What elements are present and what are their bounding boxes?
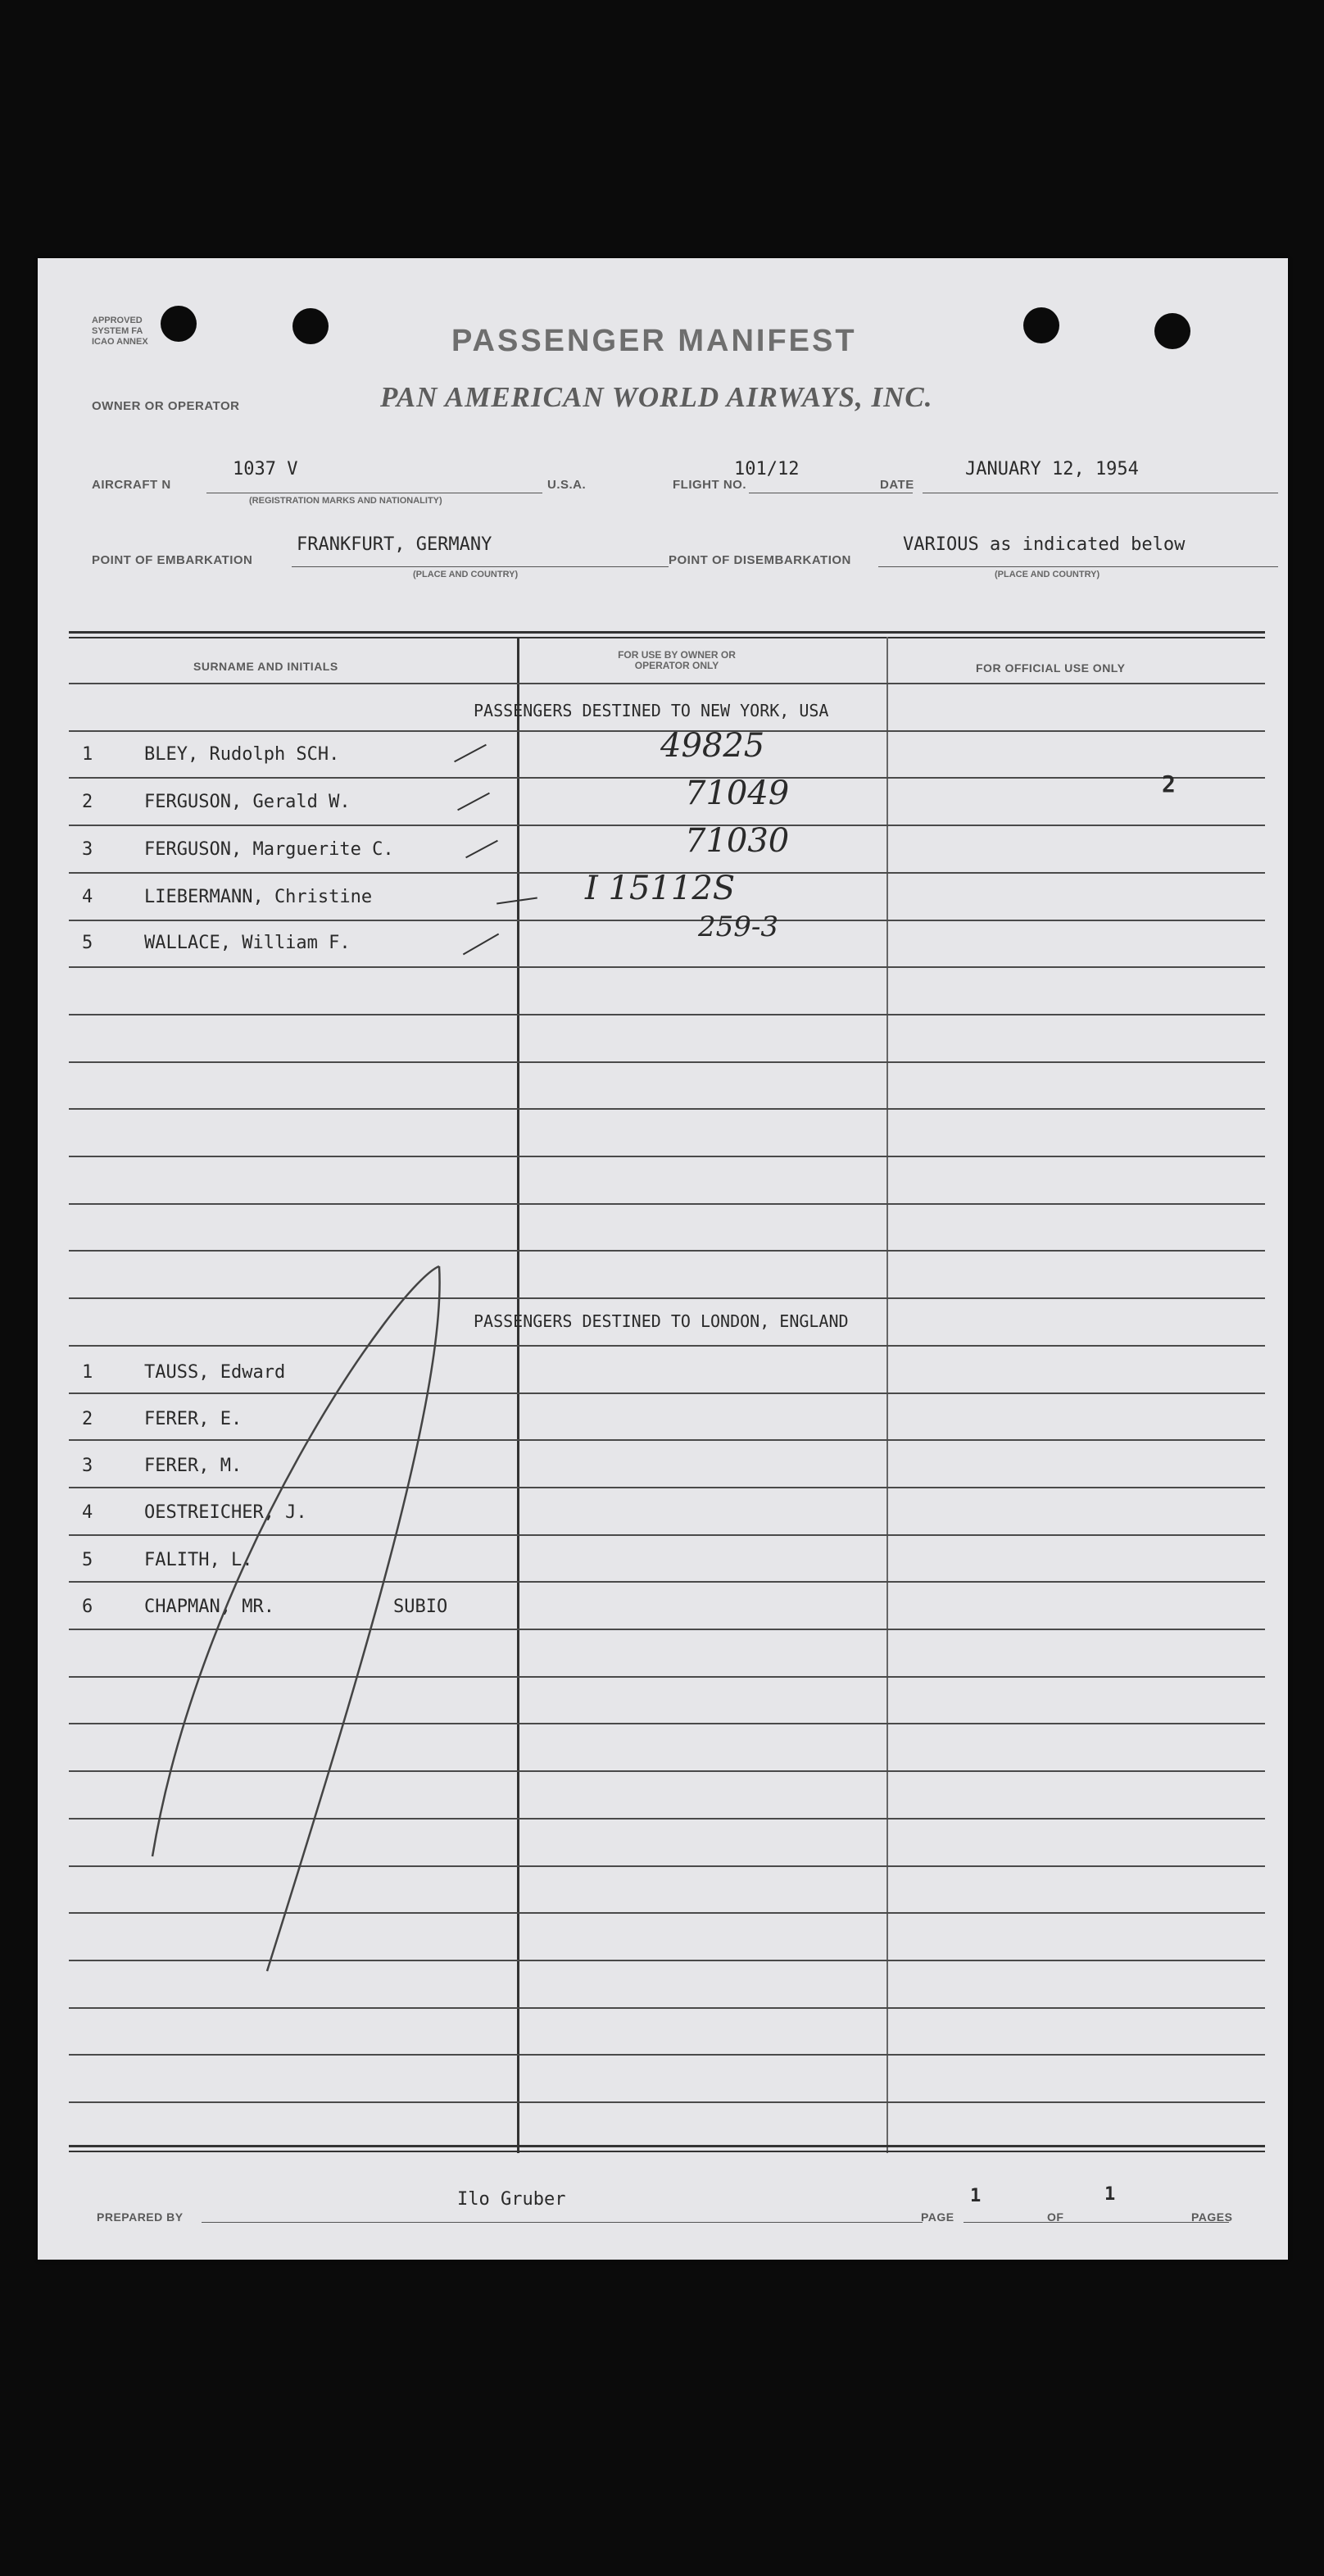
disembark-value: VARIOUS as indicated below (903, 534, 1186, 555)
row-rule (69, 1061, 1265, 1063)
owner-label: OWNER OR OPERATOR (92, 399, 240, 413)
check-mark (457, 793, 490, 811)
row-rule (69, 920, 1265, 921)
operator-code: 259-3 (698, 911, 779, 943)
punch-hole (161, 306, 197, 342)
row-number: 6 (82, 1597, 93, 1617)
row-number: 2 (82, 1409, 93, 1429)
passenger-name: CHAPMAN, MR. (144, 1597, 274, 1617)
approved-line: SYSTEM FA (92, 326, 143, 336)
date-label: DATE (880, 478, 914, 492)
approved-line: APPROVED (92, 316, 143, 325)
col-header-operator: FOR USE BY OWNER OR OPERATOR ONLY (618, 649, 736, 671)
passenger-name: FALITH, L. (144, 1550, 253, 1570)
form-title: PASSENGER MANIFEST (451, 324, 857, 358)
row-rule (69, 2007, 1265, 2009)
aircraft-label: AIRCRAFT N (92, 478, 171, 492)
date-value: JANUARY 12, 1954 (965, 459, 1139, 479)
row-rule (69, 2054, 1265, 2056)
row-number: 3 (82, 839, 93, 860)
registration-caption: (REGISTRATION MARKS AND NATIONALITY) (249, 496, 442, 506)
passenger-name: LIEBERMANN, Christine (144, 887, 373, 907)
check-mark (463, 934, 499, 956)
page-total: 1 (1104, 2184, 1116, 2205)
row-rule (69, 1014, 1265, 1015)
passenger-name: TAUSS, Edward (144, 1362, 286, 1383)
embark-value: FRANKFURT, GERMANY (297, 534, 492, 555)
official-mark: 2 (1162, 770, 1176, 797)
operator-code: 71049 (685, 775, 790, 812)
row-rule (69, 1203, 1265, 1205)
flight-label: FLIGHT NO. (673, 478, 746, 492)
embark-label: POINT OF EMBARKATION (92, 553, 253, 567)
group-heading-new-york: PASSENGERS DESTINED TO NEW YORK, USA (474, 701, 829, 720)
row-rule (69, 1156, 1265, 1157)
nationality: U.S.A. (547, 478, 587, 492)
row-number: 4 (82, 887, 93, 907)
handwritten-stroke (103, 1250, 447, 1988)
pages-label: PAGES (1191, 2210, 1233, 2224)
passenger-name: OESTREICHER, J. (144, 1502, 307, 1523)
operator-code: 71030 (685, 822, 790, 860)
col-header-name: SURNAME AND INITIALS (193, 660, 338, 673)
disembark-label: POINT OF DISEMBARKATION (669, 553, 851, 567)
row-number: 1 (82, 1362, 93, 1383)
prepared-by: Ilo Gruber (457, 2189, 566, 2210)
row-rule (69, 1108, 1265, 1110)
row-rule (69, 777, 1265, 779)
check-mark (454, 744, 487, 762)
row-number: 1 (82, 744, 93, 765)
page-label: PAGE (921, 2210, 954, 2224)
punch-hole (292, 308, 329, 344)
approved-stamp (92, 316, 148, 348)
passenger-name: FERER, E. (144, 1409, 243, 1429)
passenger-name: FERGUSON, Gerald W. (144, 792, 351, 812)
passenger-extra: SUBIO (393, 1597, 448, 1617)
passenger-name: FERGUSON, Marguerite C. (144, 839, 394, 860)
operator-code: I 15112S (585, 870, 736, 907)
punch-hole (1154, 313, 1190, 349)
of-label: OF (1047, 2210, 1064, 2224)
column-divider (517, 637, 519, 2153)
embark-caption: (PLACE AND COUNTRY) (413, 570, 519, 579)
passenger-name: BLEY, Rudolph SCH. (144, 744, 340, 765)
column-divider (886, 637, 888, 2153)
punch-hole (1023, 307, 1059, 343)
row-rule (69, 2101, 1265, 2103)
approved-line: ICAO ANNEX (92, 337, 148, 347)
check-mark (465, 840, 498, 858)
row-number: 5 (82, 933, 93, 953)
manifest-sheet (38, 258, 1288, 2260)
page-number: 1 (970, 2186, 982, 2206)
disembark-caption: (PLACE AND COUNTRY) (995, 570, 1100, 579)
aircraft-value: 1037 V (233, 459, 298, 479)
passenger-name: FERER, M. (144, 1456, 243, 1476)
row-number: 2 (82, 792, 93, 812)
row-rule (69, 966, 1265, 968)
passenger-name: WALLACE, William F. (144, 933, 351, 953)
row-number: 4 (82, 1502, 93, 1523)
row-number: 3 (82, 1456, 93, 1476)
flight-value: 101/12 (734, 459, 800, 479)
group-heading-london: PASSENGERS DESTINED TO LONDON, ENGLAND (474, 1311, 849, 1331)
owner-name: PAN AMERICAN WORLD AIRWAYS, INC. (380, 381, 933, 413)
row-rule (69, 825, 1265, 826)
row-number: 5 (82, 1550, 93, 1570)
row-rule (69, 683, 1265, 684)
operator-code: 49825 (660, 727, 765, 765)
prepared-label: PREPARED BY (97, 2210, 184, 2224)
col-header-official: FOR OFFICIAL USE ONLY (976, 661, 1126, 675)
